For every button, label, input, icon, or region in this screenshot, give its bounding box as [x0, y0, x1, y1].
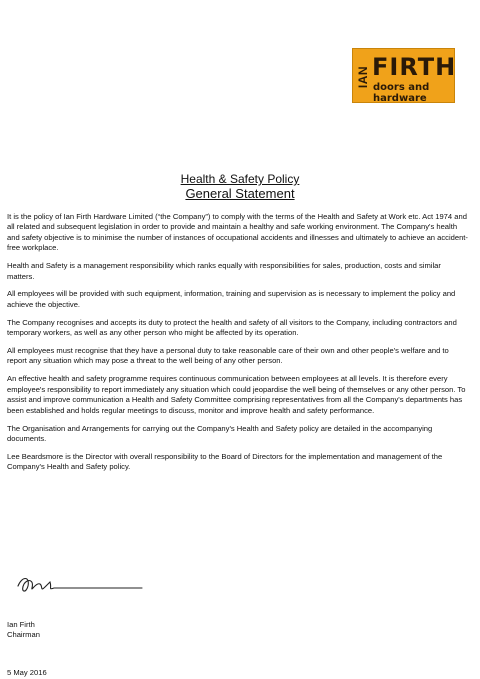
paragraph: All employees must recognise that they have a personal duty to take reasonable care of their own and other people's welfare and to report any situation which may pose a threat to the well being of any other person.	[7, 346, 449, 366]
paragraph: The Company recognises and accepts its duty to protect the health and safety of all visitors to the Company, including contractors and temporary workers, as well as any other person who might be affected by its operation.	[7, 317, 457, 338]
document-title: Health & Safety Policy	[180, 172, 300, 186]
paragraph: It is the policy of Ian Firth Hardware Limited (“the Company”) to comply with the terms of the Health and Safety at Work etc. Act 1974 and all related and subsequent legislation in order to provide and maintain a healthy and safe working environment. The Company's health and safety objective is to minimise the number of instances of occupational accidents and illnesses and ultimately to achieve an accident-free workplace.	[7, 212, 468, 253]
logo-ian-text: IAN	[356, 65, 371, 89]
paragraph: Lee Beardsmore is the Director with overall responsibility to the Board of Directors for the implementation and management of the Company's Health and Safety policy.	[7, 451, 443, 472]
paragraph: All employees will be provided with such equipment, information, training and supervision as is necessary to implement the policy and achieve the objective.	[7, 289, 456, 309]
signature	[10, 572, 150, 598]
paragraph: Health and Safety is a management responsibility which ranks equally with responsibilities for sales, production, costs and similar matters.	[7, 261, 441, 281]
paragraph: The Organisation and Arrangements for carrying out the Company's Health and Safety policy are detailed in the accompanying documents.	[7, 423, 433, 443]
signatory-name: Ian Firth	[7, 620, 35, 629]
company-logo	[352, 48, 455, 103]
paragraph: An effective health and safety programme requires continuous communication between employees at all levels. It is therefore every employee's responsibility to report immediately any situation which could jeopardise the well being of themselves or any other person. To assist and improve communication a Health and Safety Committee comprising representatives from all the Company's departments has been established and holds regular meetings to discuss, monitor and improve health and safety performance.	[7, 374, 466, 415]
logo-firth-text: FIRTH	[372, 53, 457, 81]
logo-tagline: doors and hardware	[373, 82, 430, 104]
document-date: 5 May 2016	[7, 668, 47, 677]
policy-body	[7, 212, 469, 480]
document-subtitle: General Statement	[185, 186, 295, 201]
signatory-role: Chairman	[7, 630, 40, 639]
